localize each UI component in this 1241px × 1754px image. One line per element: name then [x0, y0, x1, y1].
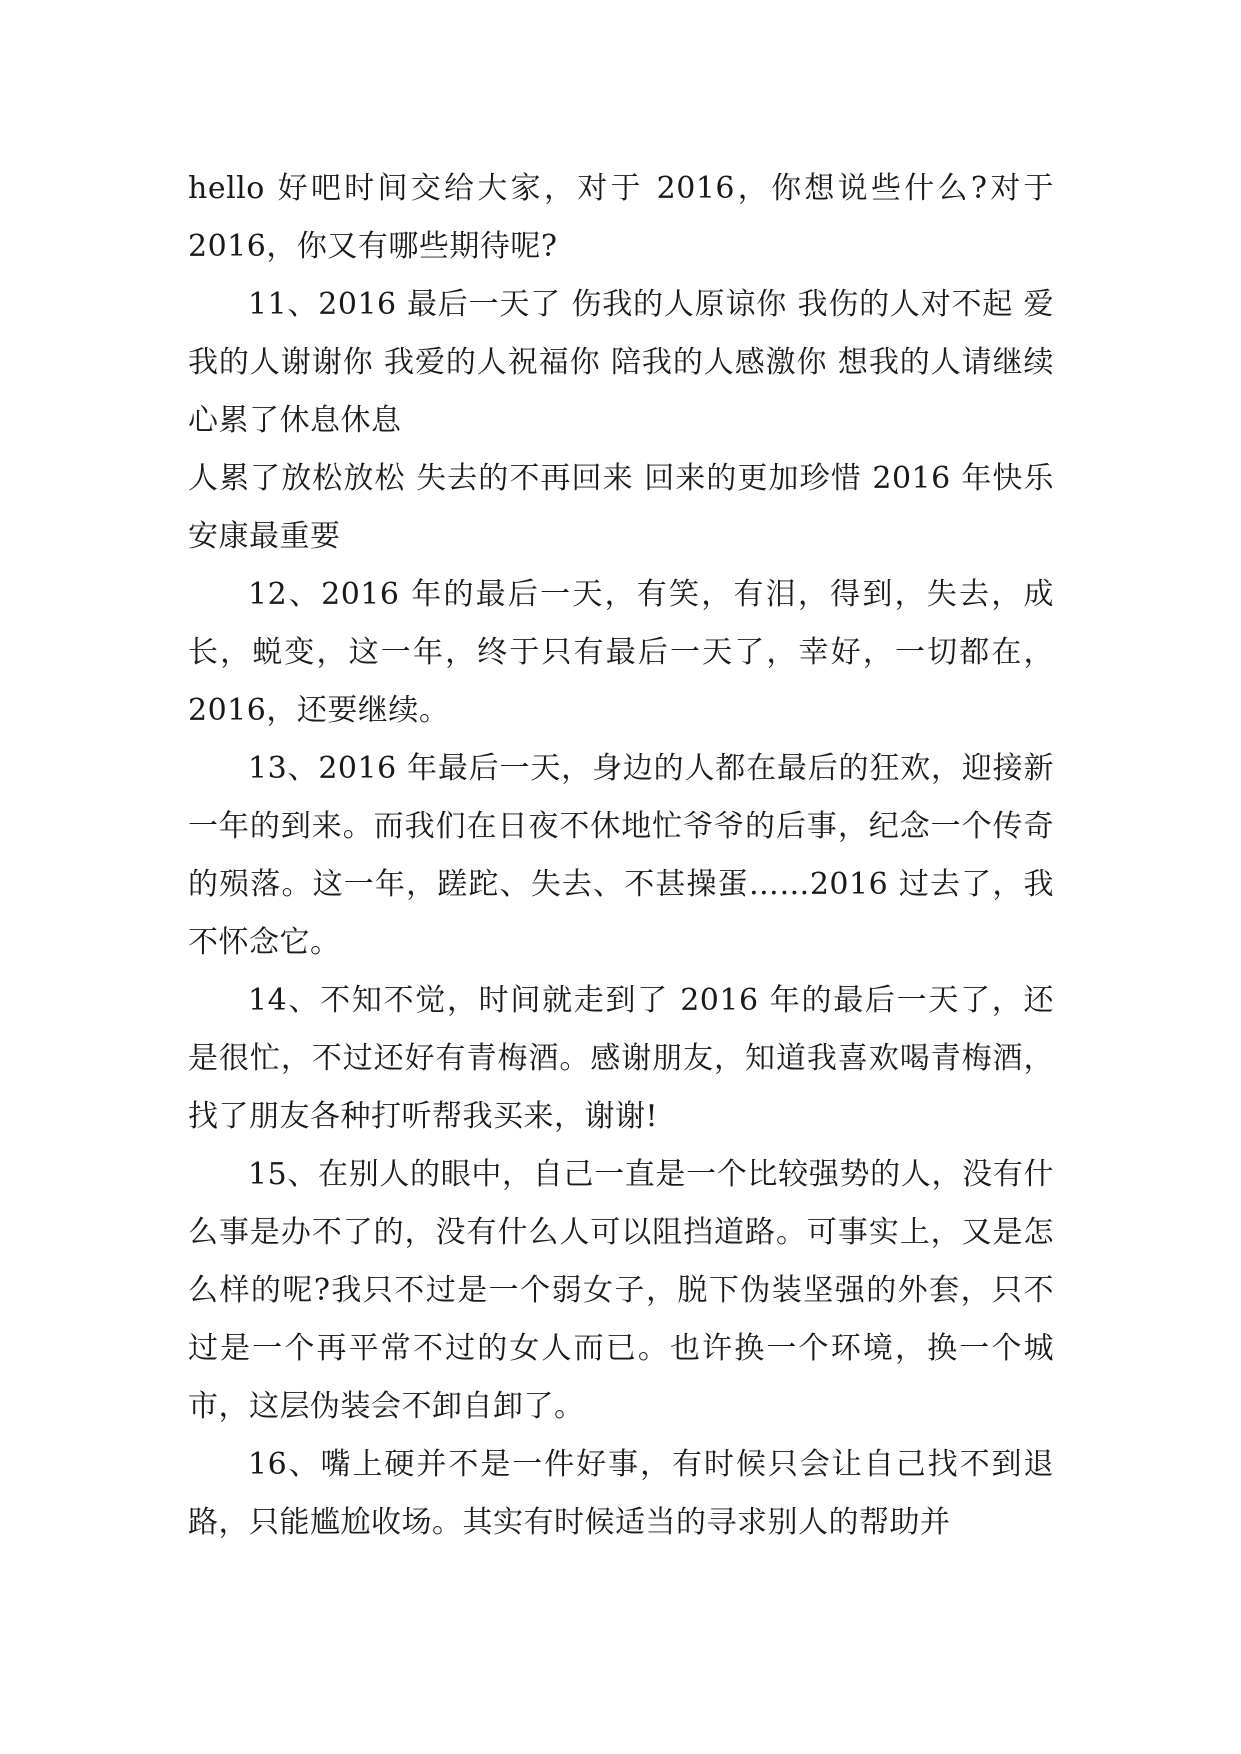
paragraph-15: 15、在别人的眼中，自己一直是一个比较强势的人，没有什么事是办不了的，没有什么人可以阻挡道路。可事实上，又是怎么样的呢?我只不过是一个弱女子，脱下伪装坚强的外套，只不过是一个再平常不过的女人而已。也许换一个环境，换一个城市，这层伪装会不卸自卸了。	[188, 1157, 1054, 1424]
paragraph-13: 13、2016 年最后一天，身边的人都在最后的狂欢，迎接新一年的到来。而我们在日夜不休地忙爷爷的后事，纪念一个传奇的殒落。这一年，蹉跎、失去、不甚操蛋……2016 过去了，我不怀念它。	[188, 751, 1054, 960]
paragraph-12: 12、2016 年的最后一天，有笑，有泪，得到，失去，成长，蜕变，这一年，终于只有最后一天了，幸好，一切都在，2016，还要继续。	[188, 577, 1054, 728]
paragraph-16: 16、嘴上硬并不是一件好事，有时候只会让自己找不到退路，只能尴尬收场。其实有时候适当的寻求别人的帮助并	[188, 1447, 1054, 1540]
paragraph-14: 14、不知不觉，时间就走到了 2016 年的最后一天了，还是很忙，不过还好有青梅酒。感谢朋友，知道我喜欢喝青梅酒，找了朋友各种打听帮我买来，谢谢!	[188, 983, 1054, 1134]
document-body	[188, 160, 1054, 1552]
paragraph-11: 11、2016 最后一天了 伤我的人原谅你 我伤的人对不起 爱我的人谢谢你 我爱的人祝福你 陪我的人感激你 想我的人请继续 心累了休息休息	[188, 287, 1054, 438]
paragraph-11-continued: 人累了放松放松 失去的不再回来 回来的更加珍惜 2016 年快乐安康最重要	[188, 461, 1054, 554]
paragraph-intro: hello 好吧时间交给大家，对于 2016，你想说些什么?对于 2016，你又有哪些期待呢?	[188, 171, 1054, 264]
